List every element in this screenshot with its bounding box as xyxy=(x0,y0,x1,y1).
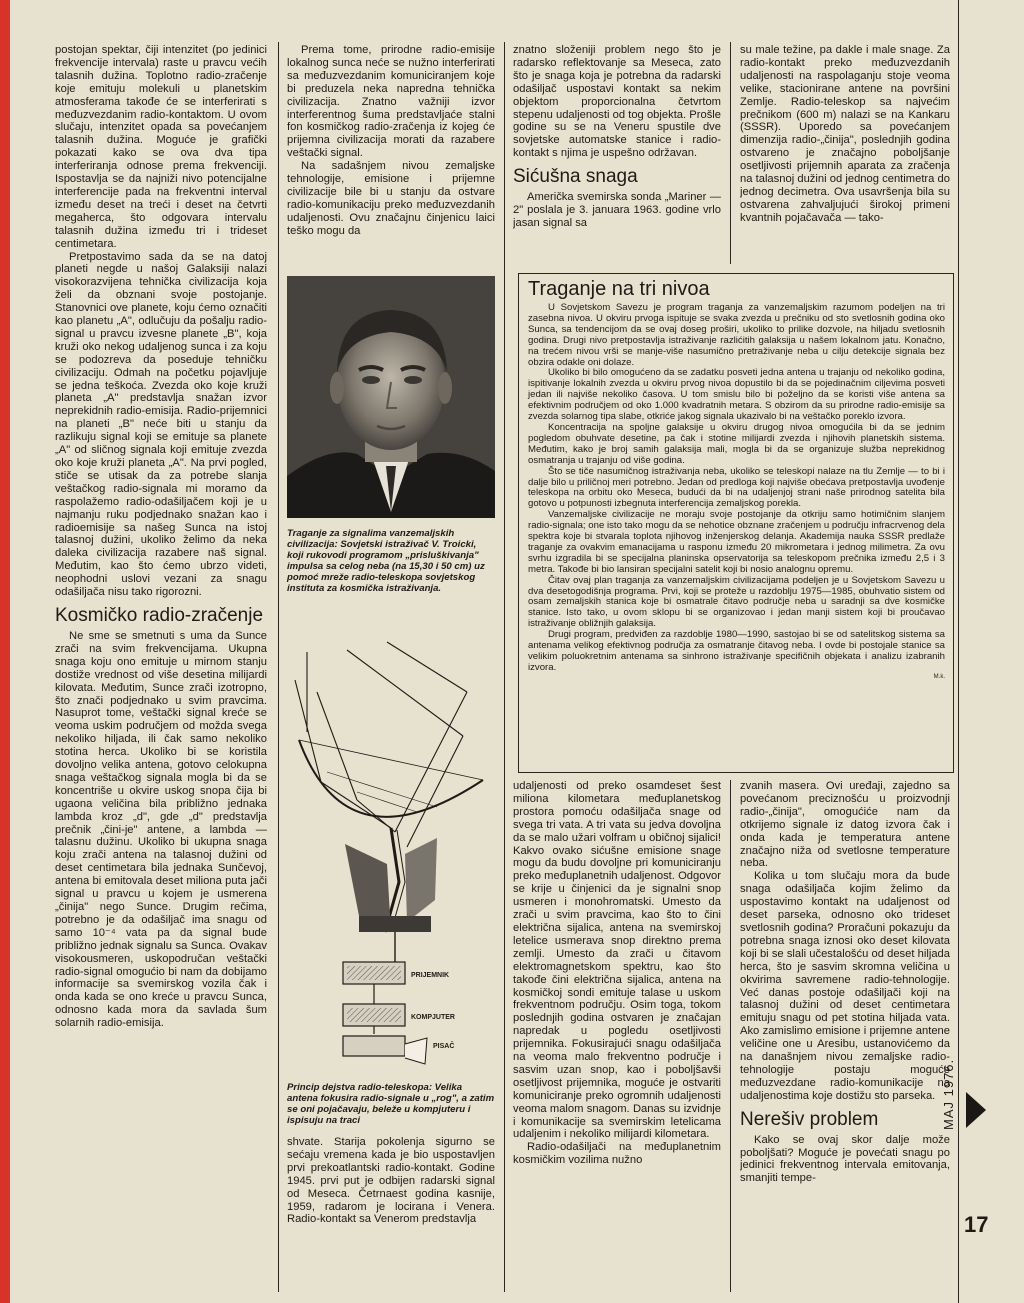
paragraph: Radio-odašiljači na međuplanetnim kosmičkim vozilima nužno xyxy=(513,1141,721,1167)
paragraph: Pretpostavimo sada da se na datoj planeti negde u našoj Galaksiji nalazi visokorazvijena tehnička civilizacija koja želi da obznani svoje postojanje. Stanovnici ove planete, koju ćemo označiti kao planetu „A", odlučuju da pošalju radio-signal u pravcu izvesne planete „B", koja kruži oko nekog udaljenog sunca i za koju se podozreva da poseduje tehničku civilizaciju. Odmah na početku pojavljuje se jedna teškoća. Zvezda oko koje kruži planeta „A" predstavlja snažan izvor neprekidnih radio-emisija. Radio-prijemnici na planeti „B" neće biti u stanju da razlikuju signal koji se emituje sa planete „A" od sličnog signala koji emituje zvezda oko koje kruži planeta „A". Na prvi pogled, stiče se utisak da za potrebe slanja veštačkog radio-signala mi moramo da raspolažemo radio-odašiljačem koji je u najmanju ruku podjednako snažan kao i radioemisije sa našeg Sunca na istoj talasnoj dužini, ukoliko želimo da neka daleka civilizacija razabere naš signal. Međutim, kao što ćemo ubrzo videti, neophodni uslovi vezani za snagu odašiljača nisu tako rigorozni. xyxy=(55,250,267,599)
column-1 xyxy=(55,44,267,1296)
photo-caption: Traganje za signalima vanzemaljskih civilizacija: Sovjetski istraživač V. Troicki, koji rukovodi programom „prisluškivanja" impulsa sa celog neba (na 15,30 i 50 cm) uz pomoć mreže radio-teleskopa sovjetskog instituta za kosmička istraživanja. xyxy=(287,528,485,594)
box-paragraph: Ukoliko bi bilo omogućeno da se zadatku posveti jedna antena u trajanju od nekoliko godina, ispitivanje lokalnih zvezda u okviru prvog nivoa dopustilo bi da se pojedinačnim ciljevima posveti jedan ili najviše nekoliko časova. U tom smislu bilo bi poželjno da se koristi više antena sa efektivnim područjem od oko 1.000 kvadratnih metara. S obzirom da su prirodne radio-emisije sa zvezda solarnog tipa slabe, otkriće jakog signala ukazivalo bi na veštačko poreklo izvora. xyxy=(528,367,945,423)
page-edge-rule xyxy=(958,0,959,1303)
diagram-label-computer: KOMPJUTER xyxy=(411,1014,455,1021)
paragraph: Kako se ovaj skor dalje može poboljšati? Moguće je povećati snagu po jedinici frekventnog intervala emitovanja, smanjiti tempe- xyxy=(740,1133,950,1185)
column-rule xyxy=(730,780,731,1292)
paragraph: Američka svemirska sonda „Mariner — 2" poslala je 3. januara 1963. godine vrlo jasan signal sa xyxy=(513,191,721,229)
column-4-bottom xyxy=(740,780,950,1296)
column-3-bottom xyxy=(513,780,721,1296)
red-edge-strip xyxy=(0,0,10,1303)
paragraph: su male težine, pa dakle i male snage. Za radio-kontakt preko međuzvezdanih udaljenosti na raspolaganju stoje veoma velike, stacionirane antene na površini Zemlje. Radio-teleskop sa najvećim prečnikom (600 m) nalazi se na Kankaru (SSSR). Uporedo sa povećanjem dimenzija radio-„činija", poslednjih godina ostvareno je značajno poboljšanje osetljivosti prijemnih aparata za zračenja na talasnoj dužini od jednog centimetra do jednog decimetra. Ova usavršenja bila su ostvarena zahvaljujući širokoj primeni kvantnih pojačavača — tako- xyxy=(740,44,950,224)
continue-arrow-icon xyxy=(966,1092,986,1128)
box-paragraph: Što se tiče nasumičnog istraživanja neba, ukoliko se teleskopi nalaze na tlu Zemlje — to bi i dalje bilo u priličnoj meri potrebno. Jedan od predloga koji najviše obećava pretpostavlja uvođenje teleskopa na orbitu oko Meseca, budući da bi na udaljenjoj strani naše prirodnog satelita bila gotovo u potpunosti izbegnuta interferencija zemaljskog porekla. xyxy=(528,465,945,510)
section-heading: Nerešiv problem xyxy=(740,1108,879,1130)
boxed-article xyxy=(518,273,954,773)
paragraph: znatno složeniji problem nego što je radarsko reflektovanje sa Meseca, zato što je snaga koja je potrebna da radarski odašiljač uspostavi kontakt sa nekim objektom proporcionalna četvrtom stepenu udaljenosti od tog objekta. Prošle godine su se na Veneru spustile dve sovjetske automatske stanice i radio-kontakt s njima je uspešno održavan. xyxy=(513,44,721,160)
paragraph: Ne sme se smetnuti s uma da Sunce zrači na svim frekvencijama. Ukupna snaga koju ono emituje u mirnom stanju dostiže vrednost od više desetina milijardi kilovata. Međutim, Sunce zrači izotropno, što znači podjednako u svim pravcima. Nasuprot tome, veštački signal kreće se veoma uskim područjem od možda svega nekoliko hiljada, ili čak samo nekoliko stotina herca. Ukoliko bi se koristila dovoljno velika antena, gotovo celokupna snaga veštačkog signala mogla bi da se koncentriše u okvire uskog snopa čija bi ugaona veličina bila približno jednaka lambda kroz „d", gde „d" predstavlja prečnik „čini-je" antene, a lambda — talasnu dužinu. Ukoliko bi ukupna snaga koju zrači antena na talasnoj dužini od deset centimetara bila jednaka Sunčevoj, antena bi emitovala deset miliona puta jači signal u pravcu u kojem je usmerena „činija" nego Sunce. Drugim rečima, potrebno je da odašiljač ima snagu od samo 10⁻⁴ vata pa da signal bude približno jednak signalu sa Sunca. Ovakav visokousmeren, uskopodručan veštački radio-signal omogućio bi nam da dobijamo informacije sa svemirskog vozila čak i onda kada se ono kreće u pravcu Sunca, odnosno kada mora da savlada šum solarnih radio-emisija. xyxy=(55,629,267,1030)
diagram-label-printer: PISAČ xyxy=(433,1043,455,1050)
paragraph: Kolika u tom slučaju mora da bude snaga odašiljača kojim želimo da uspostavimo kontakt na udaljenost od deset parseka, odnosno oko trideset svetlosnih godina? Proračuni pokazuju da potrebna snaga iznosi oko deset kilovata koji bi se slali učestalošću od deset hiljada herca, što je sasvim skromna veličina u okvirima savremene radio-tehnologije. Već danas postoje odašiljači koji na talasnoj dužini od deset centimetara emituju snagu od pet stotina hiljada vata. Ako zamislimo emisione i prijemne antene veličine one u Aresibu, ustanovićemo da na današnjem nivou zemaljske radio-tehnologije postaju moguće međuzvezdane radio-komunikacije na udaljenostima koje dostižu sto parseka. xyxy=(740,870,950,1102)
column-rule xyxy=(730,42,731,264)
diagram-label-receiver: PRIJEMNIK xyxy=(411,972,450,979)
author-signature: M.k. xyxy=(933,673,945,680)
radio-telescope-diagram xyxy=(287,632,495,1050)
column-4-top xyxy=(740,44,950,266)
paragraph: Na sadašnjem nivou zemaljske tehnologije, emisione i prijemne civilizacije bile bi u stanju da ostvare radio-komunikaciju preko međuzvezdanih udaljenosti. Ovu značajnu činjenicu laici teško mogu da xyxy=(287,160,495,237)
column-rule xyxy=(278,42,279,1292)
paragraph: udaljenosti od preko osamdeset šest miliona kilometara međuplanetskog prostora pomoću odašiljača snage od svega tri vata. A tri vata su jedva dovoljna da se malo užari volfram u običnoj sijalici! Kakvo ovako sićušne emisione snage mogu da budu dovoljne pri komuniciranju preko međuplanetnih udaljenost. Odgovor se krije u činjenici da je signalni snop usmeren i monohromatski. Umesto da zrači u svim pravcima, kao što to čini električna sijalica, antena na svemirskoj letelice usmerava snop direktno prema zemlji. Umesto da zrači u čitavom elektromagnetskom spektru, kao što takođe čini električna sijalica, antena na kosmičkoj sondi emituje talase u uskom frekventnom području. Osim toga, tokom poslednjih godina ostvaren je značajan napredak u pogledu osetljivosti prijemnika. Fokusirajući snagu odašiljača na veoma malo frekventno područje i sasvim uzan snop, kao i poboljšavši osetljivost prijemnika, moguće je ostvariti komuniciranje preko ogromnih udaljenosti veoma malom snagom. Danas su izvidnje i komunikacije sa svemirskim letelicama udaljenim i nekoliko milijardi kilometara. xyxy=(513,780,721,1141)
box-paragraph: Čitav ovaj plan traganja za vanzemaljskim civilizacijama podeljen je u Sovjetskom Savezu u dva desetogodišnja programa. Prvi, koji se proteže u razdoblju 1975—1985, obuhvatio sistem od osam zemaljskih stanica koje bi osmatrale čitavo područje neba u saradnji sa dve kosmičke stanice. Isto tako, u ovom sklopu bi se organizovao i jedan manji sistem koji bi proučavao istraživanje obližnjih galaksija. xyxy=(528,574,945,630)
section-heading: Sićušna snaga xyxy=(513,166,638,188)
box-paragraph: Koncentracija na spoljne galaksije u okviru drugog nivoa omogućila bi da se jednim pogledom obuhvate desetine, pa čak i stotine milijardi zvezda i njihovih planetskih sistema. Međutim, kako je broj samih galaksija mali, mogla bi da se organizuje služba neprekidnog osmatranja u trajanju od više godina. xyxy=(528,421,945,466)
researcher-photo xyxy=(287,276,495,518)
column-2-bottom xyxy=(287,1136,495,1296)
box-paragraph: Vanzemaljske civilizacije ne moraju svoje postojanje da otkriju samo hotimičnim slanjem radio-signala; one isto tako mogu da se nehotice obznane zračenjem u području infracrvenog dela spektra koje bi stvarala toplota njihovog inženjerskog delanja. Akademija nauka SSSR predlaže traganje za ovakvim emanacijama u rasponu između 20 mikrometara i jednog milimetra. Za ovu svrhu izgradila bi se specijalna planinska opservatorija sa teleskopom prečnika između 2,5 i 3 metra. Takođe bi bio lansiran specijalni satelit koji bi nosio analognu opremu. xyxy=(528,509,945,575)
diagram-printer xyxy=(287,1034,495,1074)
page-number: 17 xyxy=(964,1212,989,1237)
paragraph: postojan spektar, čiji intenzitet (po jedinici frekvencije intervala) raste u pravcu većih talasnih dužina. Toplotno radio-zračenje koje emituju molekuli u planetskim atmosferama takođe će se interferirati s međuzvezdanim radio-kontaktom. U ovom slučaju, intenzitet opada sa povećanjem talasnih dužina. Moguće je grafički pokazati kako se ova dva tipa interferiranja odnose prema frekvenciji. Ispostavlja se da najniži nivo potencijalne interferencije pada na frekventni interval između deset na treći i deset na četvrti megaherca, što odgovara intervalu talasnih dužina između tri i trideset centimetara. xyxy=(55,44,267,250)
paragraph: shvate. Starija pokolenja sigurno se sećaju vremena kada je bio uspostavljen prvi prekoatlantski radio-kontakt. Godine 1945. prvi put je odbijen radarski signal od Meseca. Četrnaest godina kasnije, 1959, radarom je locirana i Venera. Radio-kontakt sa Venerom predstavlja xyxy=(287,1136,495,1226)
column-rule xyxy=(504,42,505,1292)
column-3-top xyxy=(513,44,721,266)
paragraph: zvanih masera. Ovi uređaji, zajedno sa povećanom preciznošću u proizvodnji radio-„činija", omogućiće nam da otkrijemo signale iz datog izvora čak i onda kada je temperatura antene značajno niža od svetlosne temperature neba. xyxy=(740,780,950,870)
issue-date: MAJ 1976. xyxy=(941,1058,956,1130)
box-title: Traganje na tri nivoa xyxy=(528,278,710,300)
section-heading: Kosmičko radio-zračenje xyxy=(55,604,264,626)
box-paragraph: Drugi program, predviđen za razdoblje 1980—1990, sastojao bi se od satelitskog sistema sa antenama velikog efektivnog područja za osmatranje čitavog neba. I ovde bi postojale stanice sa velikim poluokretnim antenama sa sinhrono istraživanje specifičnih objekata i analizu izabranih izvora. xyxy=(528,629,945,673)
paragraph: Prema tome, prirodne radio-emisije lokalnog sunca neće se nužno interferirati sa međuzvezdanim komuniciranjem koje bi preduzela neka napredna tehnička civilizacija. Znatno važniji izvor interferentnog šuma predstavljaće stalni fon kosmičkog radio-zračenja iz kojeg će prijemna civilizacija morati da razabere veštački signal. xyxy=(287,44,495,160)
column-2-top xyxy=(287,44,495,268)
diagram-caption: Princip dejstva radio-teleskopa: Velika antena fokusira radio-signale u „rog", a zatim se oni pojačavaju, beleže u kompjuteru i ispisuju na traci xyxy=(287,1082,495,1126)
box-paragraph: U Sovjetskom Savezu je program traganja za vanzemaljskim razumom podeljen na tri zasebna nivoa. U okviru prvoga ispituje se svaka zvezda u prečniku od sto svetlosnih godina oko Sunca, sa tendencijom da se ovaj doseg proširi, ukoliko to prilike dozvole, na hiljadu svetlosnih godina. Drugi nivo pretpostavlja istraživanje razlićitih galaksija u našem lokalnom jatu. Konačno, na trećem nivou vrši se manje-više nasumično pretraživanje neba u cilju detekcije signala bez obzira odakle oni dolaze. xyxy=(528,302,945,368)
